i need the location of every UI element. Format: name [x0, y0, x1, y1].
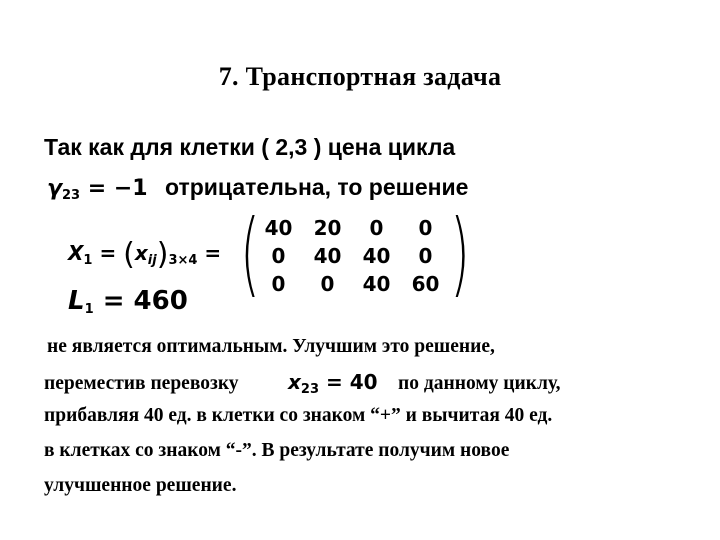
- x1-inner-index: ij: [147, 253, 157, 268]
- l1-formula: [68, 286, 188, 317]
- gamma-formula: [47, 176, 148, 203]
- matrix-cell: 0: [418, 216, 433, 240]
- x23-index: 23: [300, 382, 319, 397]
- x1-equals-matrix: =: [204, 241, 222, 265]
- slide-title: 7. Транспортная задача: [218, 62, 502, 91]
- x1-open-paren: (: [123, 237, 135, 272]
- l1-index: 1: [84, 302, 94, 317]
- matrix-cell: 0: [369, 216, 384, 240]
- x1-equals: =: [99, 241, 117, 265]
- x23-value: = 40: [325, 370, 378, 394]
- matrix: [254, 214, 450, 298]
- gamma-symbol: γ: [47, 176, 62, 201]
- x1-symbol: X: [68, 241, 84, 265]
- matrix-cell: 0: [320, 272, 335, 296]
- body-line-5: улучшенное решение.: [44, 475, 237, 496]
- matrix-cell: 40: [313, 244, 342, 268]
- matrix-cell: 0: [271, 272, 286, 296]
- x1-formula: [68, 237, 221, 272]
- x1-inner: x: [134, 241, 148, 265]
- body-line-3: прибавляя 40 ед. в клетки со знаком “+” и вычитая 40 ед.: [44, 405, 553, 426]
- x1-close-paren: ): [156, 237, 169, 272]
- matrix-cell: 60: [411, 272, 440, 296]
- matrix-cell: 40: [264, 216, 293, 240]
- x1-index: 1: [83, 253, 93, 268]
- matrix-open-paren: (: [240, 200, 260, 307]
- intro-text: Так как для клетки ( 2,3 ) цена цикла: [44, 134, 456, 160]
- l1-symbol: L: [68, 286, 85, 316]
- gamma-text: отрицательна, то решение: [165, 174, 469, 200]
- gamma-index: 23: [62, 188, 81, 203]
- l1-value: = 460: [102, 286, 188, 316]
- body-line-1: не является оптимальным. Улучшим это решение,: [47, 336, 495, 357]
- body-line-2-start: переместив перевозку: [44, 373, 239, 394]
- body-line-2-end: по данному циклу,: [398, 373, 561, 394]
- x1-dimension: 3×4: [168, 253, 198, 268]
- x23-symbol: x: [288, 370, 301, 394]
- matrix-close-paren: ): [450, 200, 470, 307]
- body-line-4: в клетках со знаком “-”. В результате получим новое: [44, 440, 510, 461]
- matrix-cell: 0: [271, 244, 286, 268]
- gamma-value: = −1: [87, 176, 148, 201]
- matrix-cell: 40: [362, 244, 391, 268]
- matrix-cell: 40: [362, 272, 391, 296]
- matrix-cell: 0: [418, 244, 433, 268]
- x23-formula: [288, 370, 378, 397]
- matrix-cell: 20: [313, 216, 342, 240]
